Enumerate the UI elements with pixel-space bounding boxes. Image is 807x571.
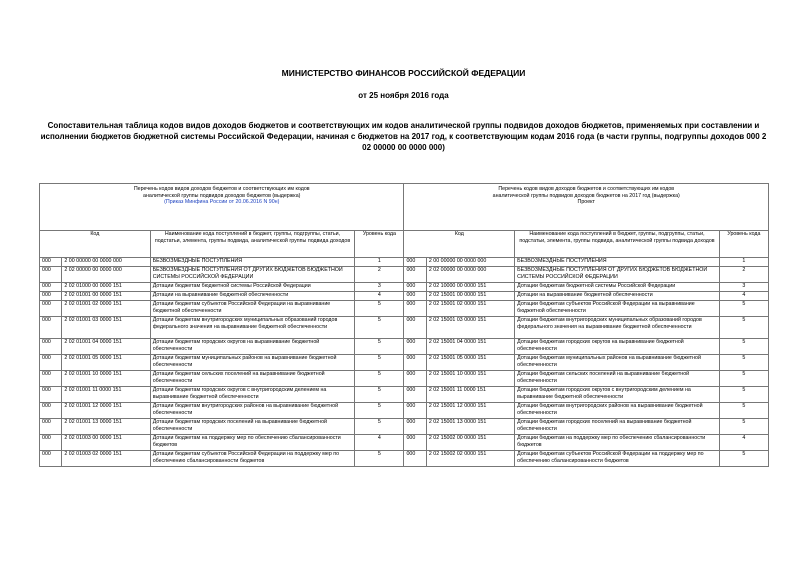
right-code-cell: 2 02 15001 11 0000 151 [426, 387, 514, 403]
left-prefix-cell: 000 [40, 387, 62, 403]
left-code-cell: 2 02 01001 00 0000 151 [62, 292, 150, 301]
left-name-cell: Дотации бюджетам на поддержку мер по обеспечению сбалансированности бюджетов [150, 435, 355, 451]
document-title: Сопоставительная таблица кодов видов доходов бюджетов и соответствующих им кодов аналитической группы подвидов доходов бюджетов, применяемых при составлении и исполнении бюджетов бюджетной системы Российской Федерации, начиная с бюджетов на 2017 год, к соответствующим кодам 2016 года (в части группы, подгруппы доходов 000 2 02 00000 00 0000 000) [40, 121, 767, 152]
right-name-cell: Дотации на выравнивание бюджетной обеспеченности [515, 292, 720, 301]
left-prefix-cell: 000 [40, 451, 62, 467]
left-name-cell: Дотации бюджетам субъектов Российской Федерации на выравнивание бюджетной обеспеченности [150, 301, 355, 317]
right-code-cell: 2 02 15001 13 0000 151 [426, 419, 514, 435]
right-code-cell: 2 02 15001 03 0000 151 [426, 317, 514, 339]
table-row [40, 317, 769, 339]
table-row [40, 301, 769, 317]
left-code-cell: 2 02 01001 10 0000 151 [62, 371, 150, 387]
left-level-cell: 1 [355, 258, 404, 267]
right-prefix-cell: 000 [404, 435, 426, 451]
ministry-heading: МИНИСТЕРСТВО ФИНАНСОВ РОССИЙСКОЙ ФЕДЕРАЦИИ [281, 68, 526, 78]
right-name-cell: Дотации бюджетам бюджетной системы Российской Федерации [515, 283, 720, 292]
left-level-cell: 5 [355, 301, 404, 317]
left-code-cell: 2 02 01001 05 0000 151 [62, 355, 150, 371]
left-prefix-cell: 000 [40, 301, 62, 317]
right-level-cell: 1 [719, 258, 768, 267]
left-prefix-cell: 000 [40, 258, 62, 267]
left-name-cell: БЕЗВОЗМЕЗДНЫЕ ПОСТУПЛЕНИЯ [150, 258, 355, 267]
table-row [40, 371, 769, 387]
right-level-cell: 5 [719, 371, 768, 387]
document-date: от 25 ноября 2016 года [358, 91, 449, 100]
left-name-cell: Дотации бюджетам субъектов Российской Федерации на поддержку мер по обеспечению сбалансированности бюджетов [150, 451, 355, 467]
left-name-header: Наименование кода поступлений в бюджет, группы, подгруппы, статьи, подстатьи, элемента, группы подвида, аналитической группы подвида доходов [150, 231, 355, 258]
table-row [40, 387, 769, 403]
right-name-cell: Дотации бюджетам на поддержку мер по обеспечению сбалансированности бюджетов [515, 435, 720, 451]
table-row [40, 339, 769, 355]
left-level-cell: 5 [355, 355, 404, 371]
right-name-cell: Дотации бюджетам муниципальных районов на выравнивание бюджетной обеспеченности [515, 355, 720, 371]
left-code-cell: 2 02 01003 00 0000 151 [62, 435, 150, 451]
right-level-cell: 2 [719, 267, 768, 283]
comparison-table [39, 183, 769, 467]
right-list-title: Перечень кодов видов доходов бюджетов и соответствующих им кодов аналитической группы подвидов доходов бюджетов на 2017 год (выдержка) [492, 186, 680, 199]
left-order-reference: (Приказ Минфина России от 20.06.2016 N 90н) [164, 199, 280, 206]
left-list-title: Перечень кодов видов доходов бюджетов и соответствующих им кодов аналитической группы подвидов доходов бюджетов (выдержка) [133, 186, 310, 199]
right-level-cell: 5 [719, 339, 768, 355]
right-level-cell: 5 [719, 419, 768, 435]
left-prefix-cell: 000 [40, 317, 62, 339]
right-prefix-cell: 000 [404, 387, 426, 403]
left-prefix-cell: 000 [40, 355, 62, 371]
right-code-cell: 2 02 15001 05 0000 151 [426, 355, 514, 371]
right-prefix-cell: 000 [404, 258, 426, 267]
left-name-cell: Дотации бюджетам внутригородских муниципальных образований городов федерального значения на выравнивание бюджетной обеспеченности [150, 317, 355, 339]
right-prefix-cell: 000 [404, 301, 426, 317]
table-row [40, 283, 769, 292]
left-level-cell: 5 [355, 451, 404, 467]
left-name-cell: БЕЗВОЗМЕЗДНЫЕ ПОСТУПЛЕНИЯ ОТ ДРУГИХ БЮДЖЕТОВ БЮДЖЕТНОЙ СИСТЕМЫ РОССИЙСКОЙ ФЕДЕРАЦИИ [150, 267, 355, 283]
right-prefix-cell: 000 [404, 267, 426, 283]
table-row [40, 292, 769, 301]
left-level-cell: 5 [355, 419, 404, 435]
right-name-cell: БЕЗВОЗМЕЗДНЫЕ ПОСТУПЛЕНИЯ ОТ ДРУГИХ БЮДЖЕТОВ БЮДЖЕТНОЙ СИСТЕМЫ РОССИЙСКОЙ ФЕДЕРАЦИИ [515, 267, 720, 283]
right-code-cell: 2 02 15001 04 0000 151 [426, 339, 514, 355]
left-name-cell: Дотации бюджетам внутригородских районов на выравнивание бюджетной обеспеченности [150, 403, 355, 419]
left-code-cell: 2 02 01001 04 0000 151 [62, 339, 150, 355]
left-prefix-cell: 000 [40, 292, 62, 301]
left-prefix-cell: 000 [40, 267, 62, 283]
table-row [40, 419, 769, 435]
table-row [40, 258, 769, 267]
left-name-cell: Дотации бюджетам сельских поселений на выравнивание бюджетной обеспеченности [150, 371, 355, 387]
left-code-cell: 2 02 01001 12 0000 151 [62, 403, 150, 419]
right-code-cell: 2 02 15002 02 0000 151 [426, 451, 514, 467]
right-name-cell: Дотации бюджетам субъектов Российской Федерации на поддержку мер по обеспечению сбалансированности бюджетов [515, 451, 720, 467]
left-prefix-cell: 000 [40, 371, 62, 387]
left-code-cell: 2 00 00000 00 0000 000 [62, 258, 150, 267]
left-code-cell: 2 02 01001 13 0000 151 [62, 419, 150, 435]
right-prefix-cell: 000 [404, 403, 426, 419]
right-prefix-cell: 000 [404, 292, 426, 301]
left-level-cell: 5 [355, 317, 404, 339]
left-level-cell: 5 [355, 403, 404, 419]
right-code-cell: 2 02 15001 10 0000 151 [426, 371, 514, 387]
right-level-cell: 4 [719, 292, 768, 301]
table-row [40, 267, 769, 283]
left-name-cell: Дотации бюджетам городских округов на выравнивание бюджетной обеспеченности [150, 339, 355, 355]
left-code-cell: 2 02 01001 03 0000 151 [62, 317, 150, 339]
right-code-cell: 2 02 10000 00 0000 151 [426, 283, 514, 292]
right-project-label: Проект [577, 199, 595, 206]
left-prefix-cell: 000 [40, 403, 62, 419]
right-code-cell: 2 00 00000 00 0000 000 [426, 258, 514, 267]
table-row [40, 451, 769, 467]
right-name-cell: БЕЗВОЗМЕЗДНЫЕ ПОСТУПЛЕНИЯ [515, 258, 720, 267]
right-level-cell: 5 [719, 317, 768, 339]
left-prefix-cell: 000 [40, 339, 62, 355]
right-level-cell: 5 [719, 451, 768, 467]
right-code-cell: 2 02 15001 02 0000 151 [426, 301, 514, 317]
left-level-cell: 5 [355, 371, 404, 387]
left-code-header: Код [40, 231, 151, 258]
right-prefix-cell: 000 [404, 371, 426, 387]
right-code-cell: 2 02 00000 00 0000 000 [426, 267, 514, 283]
left-name-cell: Дотации бюджетам бюджетной системы Российской Федерации [150, 283, 355, 292]
right-level-cell: 5 [719, 403, 768, 419]
left-code-cell: 2 02 01001 11 0000 151 [62, 387, 150, 403]
table-row [40, 435, 769, 451]
table-row [40, 403, 769, 419]
right-code-cell: 2 02 15002 00 0000 151 [426, 435, 514, 451]
right-prefix-cell: 000 [404, 419, 426, 435]
left-level-cell: 4 [355, 435, 404, 451]
left-code-cell: 2 02 01000 00 0000 151 [62, 283, 150, 292]
left-name-cell: Дотации бюджетам муниципальных районов на выравнивание бюджетной обеспеченности [150, 355, 355, 371]
right-name-cell: Дотации бюджетам городских округов с внутригородским делением на выравнивание бюджетной обеспеченности [515, 387, 720, 403]
right-name-cell: Дотации бюджетам субъектов Российской Федерации на выравнивание бюджетной обеспеченности [515, 301, 720, 317]
right-table-header [404, 184, 769, 231]
right-prefix-cell: 000 [404, 451, 426, 467]
left-code-cell: 2 02 01001 02 0000 151 [62, 301, 150, 317]
left-level-header: Уровень кода [355, 231, 404, 258]
right-name-cell: Дотации бюджетам внутригородских районов на выравнивание бюджетной обеспеченности [515, 403, 720, 419]
left-level-cell: 5 [355, 339, 404, 355]
left-prefix-cell: 000 [40, 283, 62, 292]
left-table-header [40, 184, 404, 231]
left-name-cell: Дотации на выравнивание бюджетной обеспеченности [150, 292, 355, 301]
right-prefix-cell: 000 [404, 317, 426, 339]
left-name-cell: Дотации бюджетам городских округов с внутригородским делением на выравнивание бюджетной обеспеченности [150, 387, 355, 403]
right-name-cell: Дотации бюджетам городских поселений на выравнивание бюджетной обеспеченности [515, 419, 720, 435]
right-name-cell: Дотации бюджетам городских округов на выравнивание бюджетной обеспеченности [515, 339, 720, 355]
left-code-cell: 2 02 01003 02 0000 151 [62, 451, 150, 467]
right-code-cell: 2 02 15001 00 0000 151 [426, 292, 514, 301]
right-level-header: Уровень кода [719, 231, 768, 258]
left-prefix-cell: 000 [40, 435, 62, 451]
left-level-cell: 2 [355, 267, 404, 283]
left-code-cell: 2 02 00000 00 0000 000 [62, 267, 150, 283]
table-row [40, 355, 769, 371]
left-level-cell: 3 [355, 283, 404, 292]
right-level-cell: 4 [719, 435, 768, 451]
left-level-cell: 4 [355, 292, 404, 301]
right-prefix-cell: 000 [404, 283, 426, 292]
left-prefix-cell: 000 [40, 419, 62, 435]
right-code-cell: 2 02 15001 12 0000 151 [426, 403, 514, 419]
left-name-cell: Дотации бюджетам городских поселений на выравнивание бюджетной обеспеченности [150, 419, 355, 435]
left-level-cell: 5 [355, 387, 404, 403]
right-prefix-cell: 000 [404, 355, 426, 371]
right-code-header: Код [404, 231, 515, 258]
right-prefix-cell: 000 [404, 339, 426, 355]
right-level-cell: 3 [719, 283, 768, 292]
right-name-cell: Дотации бюджетам сельских поселений на выравнивание бюджетной обеспеченности [515, 371, 720, 387]
right-level-cell: 5 [719, 387, 768, 403]
right-level-cell: 5 [719, 301, 768, 317]
right-name-header: Наименование кода поступлений в бюджет, группы, подгруппы, статьи, подстатьи, элемента, группы подвида, аналитической группы подвида доходов [515, 231, 720, 258]
right-level-cell: 5 [719, 355, 768, 371]
right-name-cell: Дотации бюджетам внутригородских муниципальных образований городов федерального значения на выравнивание бюджетной обеспеченности [515, 317, 720, 339]
